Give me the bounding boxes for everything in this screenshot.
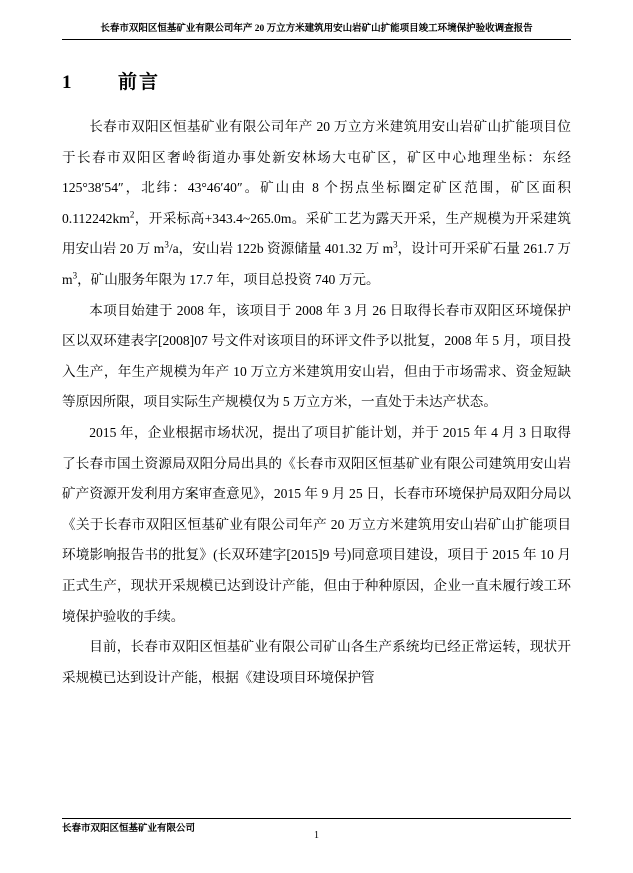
paragraph-1-part-d: ，设计可开采矿石量 261.7 万 m [62, 241, 571, 287]
body-text [62, 112, 571, 693]
paragraph-1-part-c: /a，安山岩 122b 资源储量 401.32 万 m [168, 241, 394, 257]
superscript-cube-1: 3 [164, 239, 169, 250]
superscript-square-1: 2 [129, 209, 135, 220]
paragraph-1 [62, 112, 571, 296]
paragraph-3: 2015 年，企业根据市场状况，提出了项目扩能计划，并于 2015 年 4 月 3 日取得了长春市国土资源局双阳分局出具的《长春市双阳区恒基矿业有限公司建筑用安山岩矿产资源开发利用方案审查意见》，2015 年 9 月 25 日，长春市环境保护局双阳分局以《关于长春市双阳区恒基矿业有限公司年产 20 万立方米建筑用安山岩矿山扩能项目环境影响报告书的批复》(长双环建字[2015]9 号)同意项目建设，项目于 2015 年 10 月正式生产，现状开采规模已达到设计产能，但由于种种原因，企业一直未履行竣工环境保护验收的手续。 [62, 424, 571, 624]
superscript-cube-2: 3 [393, 239, 398, 250]
running-header: 长春市双阳区恒基矿业有限公司年产 20 万立方米建筑用安山岩矿山扩能项目竣工环境保护验收调查报告 [100, 24, 533, 34]
page-number: 1 [314, 830, 319, 841]
paragraph-2: 本项目始建于 2008 年，该项目于 2008 年 3 月 26 日取得长春市双阳区环境保护区以双环建表字[2008]07 号文件对该项目的环评文件予以批复，2008 年 5 月，项目投入生产，年生产规模为年产 10 万立方米建筑用安山岩，但由于市场需求、资金短缺等原因所限，项目实际生产规模仅为 5 万立方米，一直处于未达产状态。 [62, 302, 571, 410]
footer-company: 长春市双阳区恒基矿业有限公司 [62, 824, 196, 834]
chapter-number: 1 [62, 72, 72, 93]
paragraph-1-part-e: ，矿山服务年限为 17.7 年，项目总投资 740 万元。 [77, 271, 380, 287]
page-content-area [62, 0, 571, 873]
paragraph-1-part-a: 长春市双阳区恒基矿业有限公司年产 20 万立方米建筑用安山岩矿山扩能项目位于长春市双阳区奢岭街道办事处新安林场大屯矿区，矿区中心地理坐标：东经 125°38′54″，北纬：43°46′40″。矿山由 8 个拐点坐标圈定矿区范围，矿区面积 0.112242km [62, 119, 571, 226]
chapter-title: 前言 [118, 72, 161, 93]
footer-divider [62, 818, 571, 819]
chapter-heading [62, 70, 571, 96]
superscript-cube-3: 3 [72, 270, 78, 281]
header-divider [62, 39, 571, 40]
paragraph-4: 目前，长春市双阳区恒基矿业有限公司矿山各生产系统均已经正常运转，现状开采规模已达到设计产能，根据《建设项目环境保护管 [62, 639, 571, 685]
paragraph-1-part-b: ，开采标高+343.4~265.0m。采矿工艺为露天开采，生产规模为开采建筑用安山岩 20 万 m [62, 210, 571, 257]
